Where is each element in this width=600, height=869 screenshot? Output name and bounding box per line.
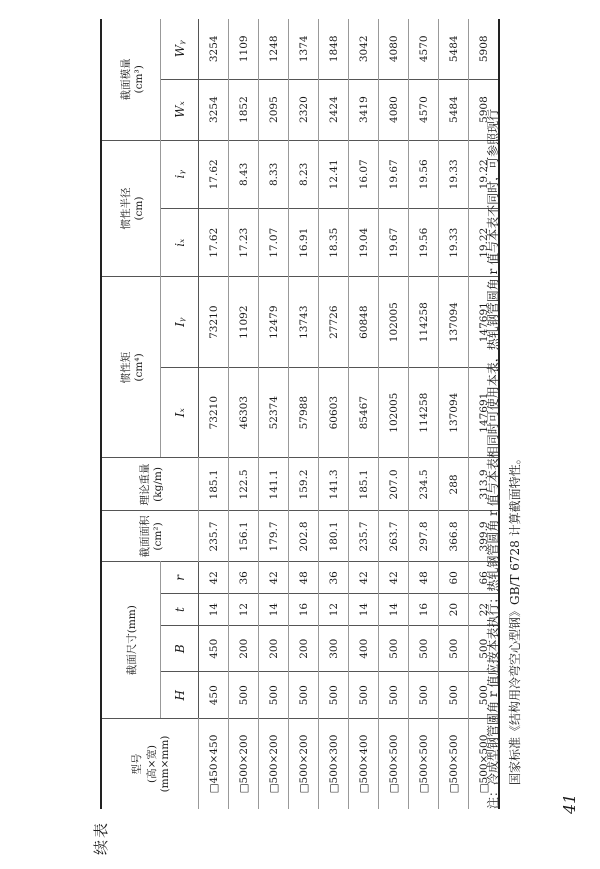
cell-b: 500: [379, 625, 409, 672]
cell-ix: 102005: [379, 367, 409, 458]
cell-model: □500×500: [379, 719, 409, 810]
header-inertia-label: 惯性矩: [119, 351, 132, 384]
cell-wy: 3254: [199, 19, 229, 79]
cell-b: 450: [199, 625, 229, 672]
cell-wy: 5484: [439, 19, 469, 79]
cell-ix: 19.56: [409, 209, 439, 277]
cell-iy: 8.33: [259, 140, 289, 208]
cell-r: 36: [229, 562, 259, 594]
cell-ix: 19.04: [349, 209, 379, 277]
cell-h: 450: [199, 672, 229, 719]
table-row: [289, 19, 319, 809]
cell-iy: 17.62: [199, 140, 229, 208]
cell-iy: 60848: [349, 277, 379, 368]
cell-ix: 114258: [409, 367, 439, 458]
header-weight-label: 理论重量: [138, 463, 151, 506]
cell-t: 14: [379, 594, 409, 626]
cell-iy: 12.41: [319, 140, 349, 208]
header-weight-unit: (kg/m): [151, 467, 164, 502]
cell-b: 200: [229, 625, 259, 672]
cell-wx: 2095: [259, 79, 289, 140]
header-H: H: [161, 672, 199, 719]
header-modulus-unit: (cm³): [132, 65, 145, 94]
cell-ix: 17.07: [259, 209, 289, 277]
header-model-label: 型号: [131, 753, 143, 775]
cell-ix: 18.35: [319, 209, 349, 277]
cell-iy: 8.23: [289, 140, 319, 208]
cell-wx: 4080: [379, 79, 409, 140]
cell-model: □500×200: [289, 719, 319, 810]
cell-ix: 137094: [439, 367, 469, 458]
cell-area: 179.7: [259, 511, 289, 562]
cell-ix: 19.67: [379, 209, 409, 277]
header-radius-label: 惯性半径: [119, 187, 132, 230]
header-inertia-unit: (cm⁴): [132, 353, 145, 382]
cell-r: 42: [199, 562, 229, 594]
cell-iy: 73210: [199, 277, 229, 368]
cell-t: 14: [259, 594, 289, 626]
cell-area: 156.1: [229, 511, 259, 562]
table-row: [349, 19, 379, 809]
note-line-2: 国家标准《结构用冷弯空心型钢》GB/T 6728 计算截面特性。: [508, 452, 522, 785]
cell-r: 60: [439, 562, 469, 594]
cell-model: □500×200: [259, 719, 289, 810]
cell-r: 42: [349, 562, 379, 594]
cell-ix: 46303: [229, 367, 259, 458]
cell-r: 42: [379, 562, 409, 594]
cell-area: 366.8: [439, 511, 469, 562]
header-modulus: [101, 19, 161, 140]
cell-iy: 19.67: [379, 140, 409, 208]
cell-ix: 19.33: [439, 209, 469, 277]
header-dims: 截面尺寸(mm): [101, 562, 161, 719]
cell-r: 48: [289, 562, 319, 594]
header-r: r: [161, 562, 199, 594]
cell-t: 16: [409, 594, 439, 626]
cell-iy: 8.43: [229, 140, 259, 208]
header-iy: iᵧ: [161, 140, 199, 208]
cell-h: 500: [379, 672, 409, 719]
cell-weight: 288: [439, 458, 469, 511]
header-model-unit: (mm×mm): [159, 735, 171, 793]
cell-ix: 147691: [469, 367, 500, 458]
cell-wx: 2424: [319, 79, 349, 140]
cell-weight: 313.9: [469, 458, 500, 511]
page-number: 41: [560, 793, 579, 814]
table-row: [409, 19, 439, 809]
cell-weight: 185.1: [349, 458, 379, 511]
cell-r: 42: [259, 562, 289, 594]
continued-label: 续表: [92, 820, 110, 855]
cell-area: 399.9: [469, 511, 500, 562]
cell-h: 500: [259, 672, 289, 719]
cell-iy: 137094: [439, 277, 469, 368]
table-row: [199, 19, 229, 809]
cell-weight: 159.2: [289, 458, 319, 511]
cell-wy: 1848: [319, 19, 349, 79]
table-row: [259, 19, 289, 809]
cell-wx: 2320: [289, 79, 319, 140]
header-model: [101, 719, 199, 810]
cell-model: □500×300: [319, 719, 349, 810]
cell-r: 48: [409, 562, 439, 594]
header-area: [101, 511, 199, 562]
cell-wy: 4080: [379, 19, 409, 79]
cell-iy: 147691: [469, 277, 500, 368]
cell-iy: 11092: [229, 277, 259, 368]
cell-iy: 27726: [319, 277, 349, 368]
cell-t: 22: [469, 594, 500, 626]
table-body: [199, 19, 500, 809]
cell-weight: 141.1: [259, 458, 289, 511]
cell-h: 500: [229, 672, 259, 719]
cell-area: 263.7: [379, 511, 409, 562]
cell-r: 36: [319, 562, 349, 594]
cell-ix: 52374: [259, 367, 289, 458]
header-model-sub: (高×宽): [146, 745, 158, 783]
table-note: [482, 9, 526, 809]
cell-h: 500: [289, 672, 319, 719]
cell-weight: 141.3: [319, 458, 349, 511]
cell-ix: 73210: [199, 367, 229, 458]
cell-weight: 185.1: [199, 458, 229, 511]
cell-b: 500: [409, 625, 439, 672]
cell-h: 500: [409, 672, 439, 719]
cell-wy: 1109: [229, 19, 259, 79]
cell-weight: 234.5: [409, 458, 439, 511]
cell-wx: 3419: [349, 79, 379, 140]
cell-area: 235.7: [349, 511, 379, 562]
cell-t: 16: [289, 594, 319, 626]
cell-model: □500×500: [409, 719, 439, 810]
cell-wy: 3042: [349, 19, 379, 79]
table-row: [229, 19, 259, 809]
cell-wy: 4570: [409, 19, 439, 79]
cell-iy: 102005: [379, 277, 409, 368]
cell-area: 180.1: [319, 511, 349, 562]
cell-weight: 207.0: [379, 458, 409, 511]
header-Wy: Wᵧ: [161, 19, 199, 79]
cell-b: 200: [259, 625, 289, 672]
cell-iy: 13743: [289, 277, 319, 368]
cell-wx: 1852: [229, 79, 259, 140]
header-Ix: Iₓ: [161, 367, 199, 458]
cell-t: 20: [439, 594, 469, 626]
header-modulus-label: 截面模量: [119, 58, 132, 101]
cell-wy: 1374: [289, 19, 319, 79]
cell-h: 500: [469, 672, 500, 719]
cell-area: 235.7: [199, 511, 229, 562]
cell-b: 300: [319, 625, 349, 672]
cell-t: 12: [319, 594, 349, 626]
header-row-1: [101, 19, 161, 809]
cell-wx: 3254: [199, 79, 229, 140]
header-inertia: [101, 277, 161, 458]
cell-wx: 4570: [409, 79, 439, 140]
cell-h: 500: [319, 672, 349, 719]
header-weight: [101, 458, 199, 511]
cell-area: 202.8: [289, 511, 319, 562]
note-line-1: 注：冷成型钢管圆角 r 值应按本表执行；热轧钢管圆角 r 值与本表相同时可使用本表，热轧钢管圆角 r 值与本表不同时，可参照现行: [486, 108, 500, 809]
cell-h: 500: [349, 672, 379, 719]
cell-model: □500×200: [229, 719, 259, 810]
table-row: [319, 19, 349, 809]
cell-iy: 16.07: [349, 140, 379, 208]
cell-r: 66: [469, 562, 500, 594]
cell-t: 14: [199, 594, 229, 626]
table-row: [439, 19, 469, 809]
cell-weight: 122.5: [229, 458, 259, 511]
header-area-label: 截面面积: [138, 515, 151, 558]
cell-ix: 16.91: [289, 209, 319, 277]
header-Wx: Wₓ: [161, 79, 199, 140]
cell-wy: 1248: [259, 19, 289, 79]
header-Iy: Iᵧ: [161, 277, 199, 368]
cell-iy: 12479: [259, 277, 289, 368]
cell-b: 500: [469, 625, 500, 672]
table-row: [379, 19, 409, 809]
cell-ix: 57988: [289, 367, 319, 458]
cell-iy: 114258: [409, 277, 439, 368]
cell-model: □500×500: [439, 719, 469, 810]
cell-ix: 60603: [319, 367, 349, 458]
cell-wy: 5908: [469, 19, 500, 79]
header-area-unit: (cm²): [151, 522, 164, 551]
cell-ix: 19.22: [469, 209, 500, 277]
cell-model: □450×450: [199, 719, 229, 810]
cell-iy: 19.56: [409, 140, 439, 208]
cell-model: □500×400: [349, 719, 379, 810]
header-radius-unit: (cm): [132, 196, 145, 221]
cell-ix: 17.23: [229, 209, 259, 277]
cell-model: □500×500: [469, 719, 500, 810]
cell-iy: 19.33: [439, 140, 469, 208]
section-properties-table: [100, 19, 500, 809]
header-B: B: [161, 625, 199, 672]
cell-t: 12: [229, 594, 259, 626]
cell-area: 297.8: [409, 511, 439, 562]
cell-h: 500: [439, 672, 469, 719]
header-radius: [101, 140, 161, 277]
header-t: t: [161, 594, 199, 626]
cell-t: 14: [349, 594, 379, 626]
cell-b: 200: [289, 625, 319, 672]
header-row-2: [161, 19, 199, 809]
cell-b: 400: [349, 625, 379, 672]
cell-ix: 17.62: [199, 209, 229, 277]
cell-wx: 5484: [439, 79, 469, 140]
cell-wx: 5908: [469, 79, 500, 140]
cell-iy: 19.22: [469, 140, 500, 208]
cell-ix: 85467: [349, 367, 379, 458]
header-ix: iₓ: [161, 209, 199, 277]
cell-b: 500: [439, 625, 469, 672]
